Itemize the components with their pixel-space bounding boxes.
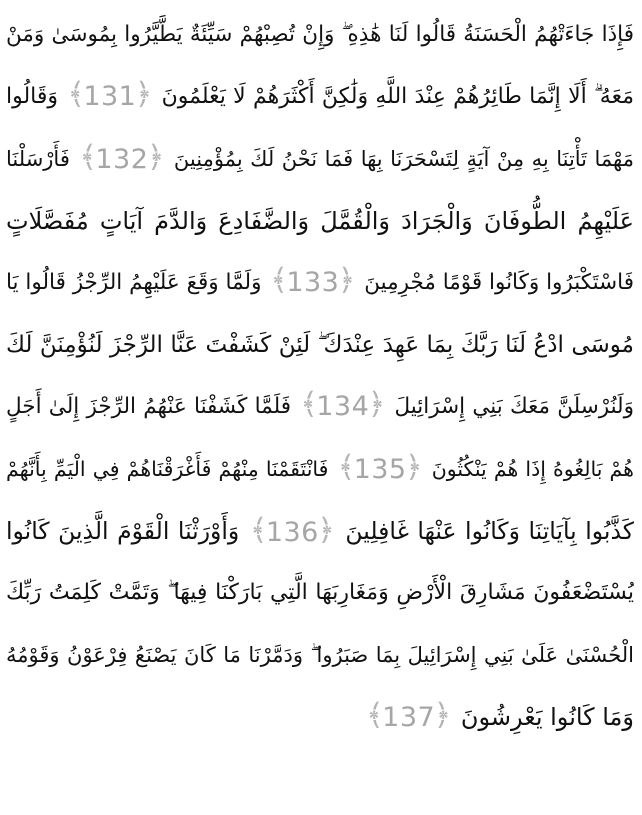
ayah-number-marker: ﴾ 137 ﴿	[370, 701, 447, 735]
ayah-number-marker: ﴾ 132 ﴿	[83, 143, 160, 177]
verse-line	[6, 128, 634, 190]
verse-text: وَقَالُوا	[6, 84, 59, 109]
ayah-number-marker: ﴾ 134 ﴿	[304, 390, 381, 424]
verse-text: فَانْتَقَمْنَا مِنْهُمْ فَأَغْرَقْنَاهُمْ فِي الْيَمِّ بِأَنَّهُمْ	[6, 457, 329, 481]
verse-line	[6, 500, 634, 562]
verse-text: فَإِذَا جَاءَتْهُمُ الْحَسَنَةُ قَالُوا لَنَا هَٰذِهِ ۖ وَإِنْ تُصِبْهُمْ سَيِّئَةٌ يَطَّيَّرُوا بِمُوسَىٰ وَمَنْ	[6, 22, 634, 47]
quran-page	[6, 4, 634, 810]
verse-line	[6, 376, 634, 438]
verse-line	[6, 252, 634, 314]
verse-text: فَلَمَّا كَشَفْنَا عَنْهُمُ الرِّجْزَ إِلَىٰ أَجَلٍ	[6, 394, 291, 419]
verse-text: فَأَرْسَلْنَا	[6, 147, 70, 171]
verse-text: وَمَا كَانُوا يَعْرِشُونَ	[460, 703, 634, 731]
verse-text: وَلَمَّا وَقَعَ عَلَيْهِمُ الرِّجْزُ قَالُوا يَا	[6, 270, 262, 295]
verse-text: مُوسَى ادْعُ لَنَا رَبَّكَ بِمَا عَهِدَ عِنْدَكَ ۖ لَئِنْ كَشَفْتَ عَنَّا الرِّجْزَ لَنُؤْمِنَنَّ لَكَ	[6, 332, 634, 358]
verse-text: مَهْمَا تَأْتِنَا بِهِ مِنْ آيَةٍ لِتَسْحَرَنَا بِهَا فَمَا نَحْنُ لَكَ بِمُؤْمِنِينَ	[173, 147, 634, 171]
ayah-number-marker: ﴾ 136 ﴿	[254, 516, 331, 550]
verse-line	[6, 4, 634, 66]
verse-line	[6, 66, 634, 128]
verse-text: وَأَوْرَثْنَا الْقَوْمَ الَّذِينَ كَانُوا	[6, 517, 240, 545]
verse-text: هُمْ بَالِغُوهُ إِذَا هُمْ يَنْكُثُونَ	[431, 457, 634, 481]
ayah-number-marker: ﴾ 133 ﴿	[274, 266, 351, 300]
verse-text: عَلَيْهِمُ الطُّوفَانَ وَالْجَرَادَ وَالْقُمَّلَ وَالضَّفَادِعَ وَالدَّمَ آيَاتٍ مُفَصَّلَاتٍ	[6, 207, 634, 235]
verse-text: يُسْتَضْعَفُونَ مَشَارِقَ الْأَرْضِ وَمَغَارِبَهَا الَّتِي بَارَكْنَا فِيهَا ۖ وَتَمَّتْ كَلِمَتُ رَبِّكَ	[6, 580, 634, 605]
verse-text: الْحُسْنَىٰ عَلَىٰ بَنِي إِسْرَائِيلَ بِمَا صَبَرُوا ۖ وَدَمَّرْنَا مَا كَانَ يَصْنَعُ فِرْعَوْنُ وَقَوْمُهُ	[6, 643, 634, 667]
verse-line	[6, 562, 634, 624]
verse-text: فَاسْتَكْبَرُوا وَكَانُوا قَوْمًا مُجْرِمِينَ	[364, 270, 634, 295]
ayah-number-marker: ﴾ 131 ﴿	[71, 80, 148, 114]
verse-text: وَلَنُرْسِلَنَّ مَعَكَ بَنِي إِسْرَائِيلَ	[394, 394, 634, 419]
ayah-number-marker: ﴾ 135 ﴿	[342, 453, 419, 487]
verse-text: مَعَهُ ۗ أَلَا إِنَّمَا طَائِرُهُمْ عِنْدَ اللَّهِ وَلَٰكِنَّ أَكْثَرَهُمْ لَا يَعْلَمُونَ	[161, 84, 634, 109]
verse-line	[6, 686, 634, 748]
verse-line	[6, 190, 634, 252]
verse-line	[6, 624, 634, 686]
verse-line	[6, 314, 634, 376]
verse-text: كَذَّبُوا بِآيَاتِنَا وَكَانُوا عَنْهَا غَافِلِينَ	[345, 517, 634, 545]
verse-line	[6, 438, 634, 500]
